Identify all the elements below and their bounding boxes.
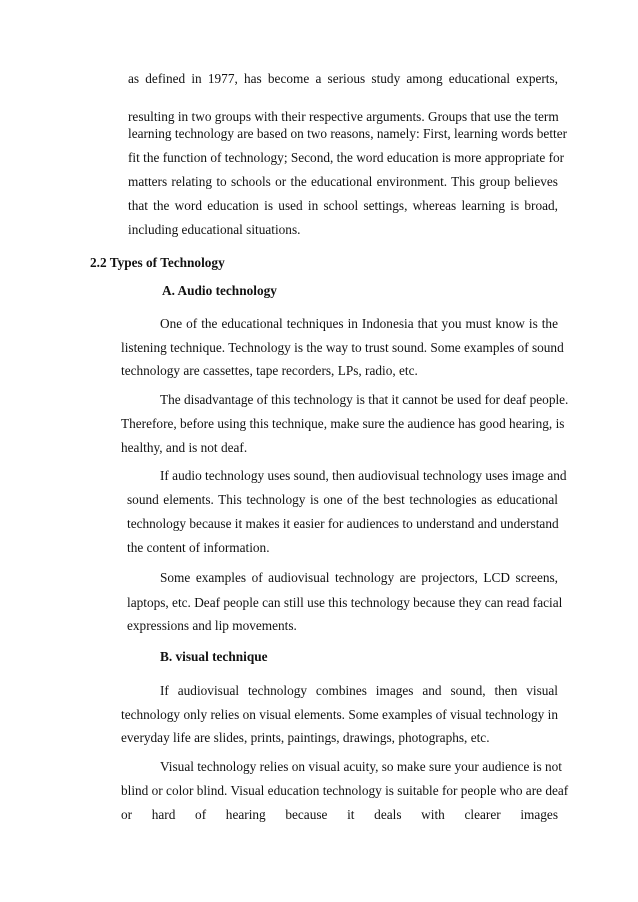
section-heading: 2.2 Types of Technology — [90, 255, 225, 270]
paragraph-line: sound elements. This technology is one of the best technologies as educational — [127, 492, 558, 507]
paragraph-line: technology only relies on visual elements. Some examples of visual technology in — [121, 707, 558, 722]
paragraph-line: including educational situations. — [128, 222, 301, 237]
paragraph-line: expressions and lip movements. — [127, 618, 297, 633]
paragraph-line: If audiovisual technology combines images and sound, then visual — [160, 683, 558, 698]
paragraph-line: matters relating to schools or the educational environment. This group believes — [128, 174, 558, 189]
paragraph-line: fit the function of technology; Second, the word education is more appropriate for — [128, 150, 565, 165]
paragraph-line: technology are cassettes, tape recorders, LPs, radio, etc. — [121, 363, 418, 378]
paragraph-line: blind or color blind. Visual education technology is suitable for people who are deaf — [121, 783, 569, 798]
paragraph-line: laptops, etc. Deaf people can still use this technology because they can read facial — [127, 595, 563, 610]
paragraph-line: Some examples of audiovisual technology are projectors, LCD screens, — [160, 570, 558, 585]
paragraph-line: learning technology are based on two reasons, namely: First, learning words better — [128, 126, 568, 141]
paragraph-line: everyday life are slides, prints, paintings, drawings, photographs, etc. — [121, 730, 490, 745]
paragraph-line: that the word education is used in school settings, whereas learning is broad, — [128, 198, 558, 213]
paragraph-line: listening technique. Technology is the way to trust sound. Some examples of sound — [121, 340, 564, 355]
paragraph-line: as defined in 1977, has become a serious study among educational experts, — [128, 71, 558, 86]
paragraph-line: The disadvantage of this technology is that it cannot be used for deaf people. — [160, 392, 569, 407]
paragraph-line: technology because it makes it easier for audiences to understand and understand — [127, 516, 559, 531]
subsection-heading-a: A. Audio technology — [162, 283, 277, 298]
paragraph-line: resulting in two groups with their respective arguments. Groups that use the term — [128, 109, 559, 124]
paragraph-line: healthy, and is not deaf. — [121, 440, 248, 455]
paragraph-line: One of the educational techniques in Indonesia that you must know is the — [160, 316, 558, 331]
paragraph-line: Therefore, before using this technique, make sure the audience has good hearing, is — [121, 416, 565, 431]
subsection-heading-b: B. visual technique — [160, 649, 268, 664]
paragraph-line: If audio technology uses sound, then audiovisual technology uses image and — [160, 468, 567, 483]
paragraph-line: or hard of hearing because it deals with clearer images — [121, 807, 558, 822]
paragraph-line: the content of information. — [127, 540, 270, 555]
paragraph-line: Visual technology relies on visual acuity, so make sure your audience is not — [160, 759, 562, 774]
